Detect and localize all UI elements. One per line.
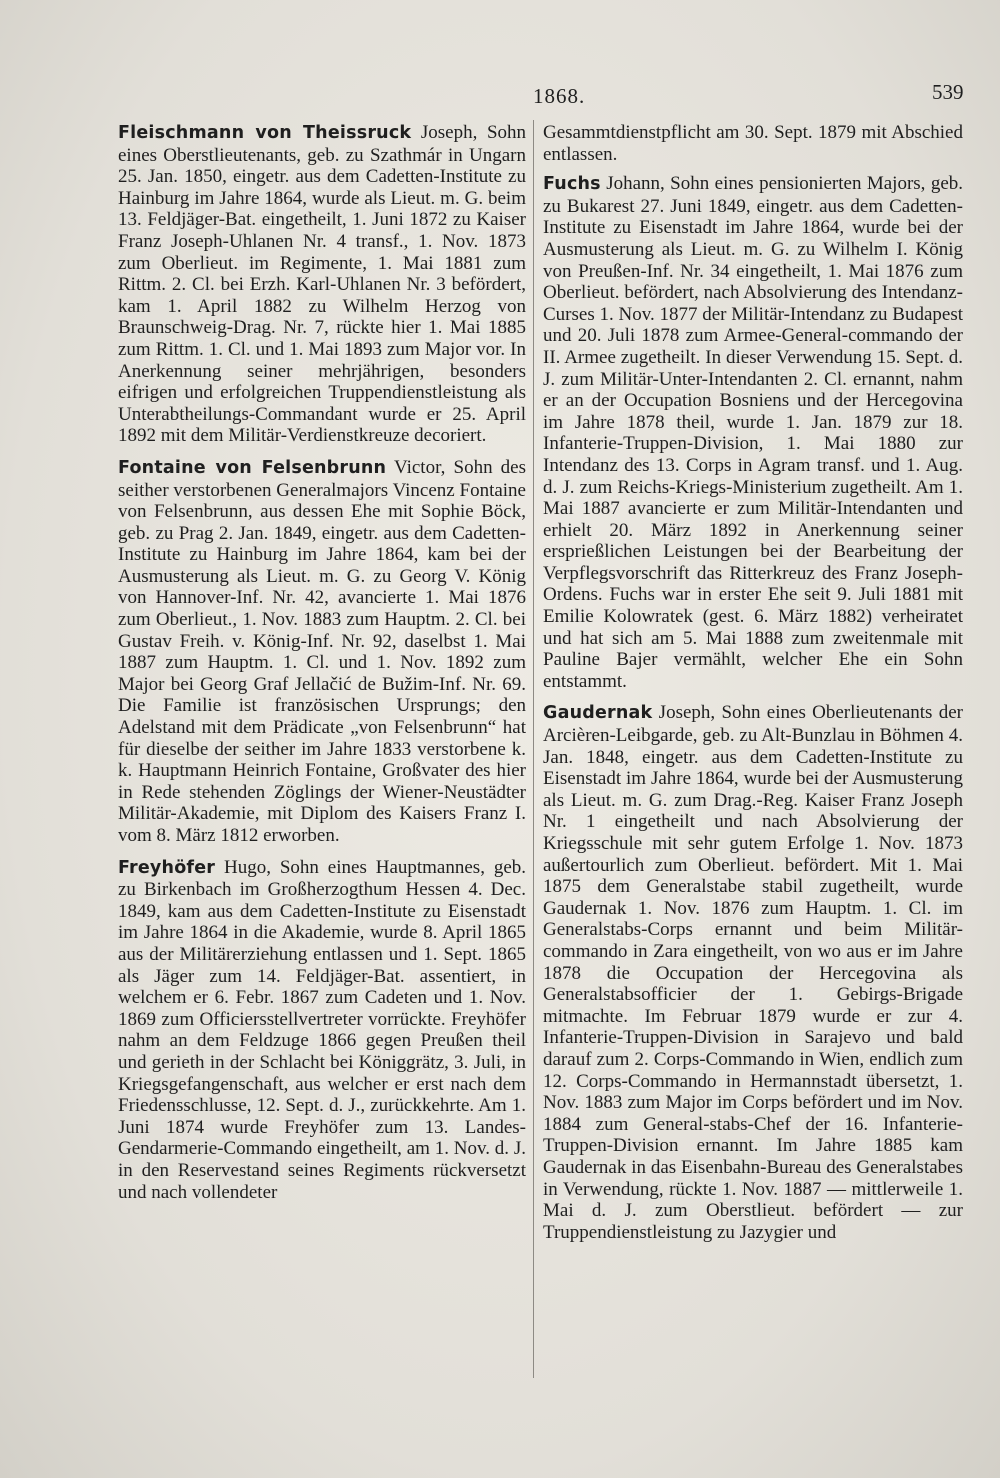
column-divider xyxy=(533,120,534,1378)
header-year: 1868. xyxy=(533,84,586,108)
entry-gaudernak xyxy=(543,702,963,1243)
continued-text: Gesammtdienstpflicht am 30. Sept. 1879 mit Abschied entlassen. xyxy=(543,122,963,165)
entry-name: Fontaine von Felsenbrunn xyxy=(118,457,387,478)
entry-text: Hugo, Sohn eines Hauptmannes, geb. zu Birkenbach im Großherzogthum Hessen 4. Dec. 1849, kam aus dem Cadetten-Institute zu Eisenstadt im Jahre 1864 in die Akademie, wurde 8. April 1865 aus der Militärerziehung entlassen und 1. Sept. 1865 als Jäger zum 14. Feldjäger-Bat. assentiert, in welchem er 6. Febr. 1867 zum Cadeten und 1. Nov. 1869 zum Officiersstellvertreter vorrückte. Freyhöfer nahm an dem Feldzuge 1866 gegen Preußen theil und gerieth in der Schlacht bei Königgrätz, 3. Juli, in Kriegsgefangenschaft, aus welcher er erst nach dem Friedensschlusse, 12. Sept. d. J., zurückkehrte. Am 1. Juni 1874 wurde Freyhöfer zum 13. Landes-Gendarmerie-Commando eingetheilt, am 1. Nov. d. J. in den Reservestand seines Regiments rückversetzt und nach vollendeter xyxy=(118,856,526,1203)
entry-text: Joseph, Sohn eines Oberstlieutenants, geb. zu Szathmár in Ungarn 25. Jan. 1850, eingetr. aus dem Cadetten-Institute zu Hainburg im Jahre 1864, wurde als Lieut. m. G. beim 13. Feldjäger-Bat. eingetheilt, 1. Juni 1872 zu Kaiser Franz Joseph-Uhlanen Nr. 4 transf., 1. Nov. 1873 zum Oberlieut. im Regimente, 1. Mai 1881 zum Rittm. 2. Cl. bei Erzh. Karl-Uhlanen Nr. 3 befördert, kam 1. April 1882 zu Wilhelm Herzog von Braunschweig-Drag. Nr. 7, rückte hier 1. Mai 1885 zum Rittm. 1. Cl. und 1. Mai 1893 zum Major vor. In Anerkennung seiner mehrjährigen, besonders eifrigen und erfolgreichen Truppendienstleistung als Unterabtheilungs-Commandant wurde er 25. April 1892 mit dem Militär-Verdienstkreuze decoriert. xyxy=(118,122,527,447)
entry-fuchs xyxy=(543,173,963,692)
entry-text: Joseph, Sohn eines Oberlieutenants der Arcièren-Leibgarde, geb. zu Alt-Bunzlau in Böhmen 4. Jan. 1848, eingetr. aus dem Cadetten-Institute zu Eisenstadt im Jahre 1864, wurde bei der Ausmusterung als Lieut. m. G. zum Drag.-Reg. Kaiser Franz Joseph Nr. 1 eingetheilt und nach Absolvierung der Kriegsschule mit sehr gutem Erfolge 1. Nov. 1873 außertourlich zum Oberlieut. befördert. Mit 1. Mai 1875 dem Generalstabe stabil zugetheilt, wurde Gaudernak 1. Nov. 1876 zum Hauptm. 1. Cl. im Generalstabs-Corps ernannt und beim Militär-commando in Zara eingetheilt, von wo aus er im Jahre 1878 die Occupation der Hercegovina als Generalstabsofficier der 1. Gebirgs-Brigade mitmachte. Im Februar 1879 wurde er zur 4. Infanterie-Truppen-Division in Sarajevo und bald darauf zum 2. Corps-Commando in Wien, endlich zum 12. Corps-Commando in Hermannstadt übersetzt, 1. Nov. 1883 zum Major im Corps befördert und im Nov. 1884 zum General-stabs-Chef der 16. Infanterie-Truppen-Division ernannt. Im Jahre 1885 kam Gaudernak in das Eisenbahn-Bureau des Generalstabes in Verwendung, rückte 1. Nov. 1887 — mittlerweile 1. Mai d. J. zum Oberstlieut. befördert — zur Truppendienstleistung zu Jazygier und xyxy=(543,702,963,1243)
page-number: 539 xyxy=(932,80,964,104)
entry-freyhoefer xyxy=(118,857,526,1204)
entry-name: Fuchs xyxy=(543,174,601,195)
entry-fontaine xyxy=(118,457,526,847)
entry-name: Fleischmann von Theissruck xyxy=(118,123,412,143)
entry-text: Johann, Sohn eines pensionierten Majors, geb. zu Bukarest 27. Juni 1849, eingetr. aus dem Cadetten-Institute zu Eisenstadt im Jahre 1864, wurde bei der Ausmusterung als Lieut. m. G. zu Wilhelm I. König von Preußen-Inf. Nr. 34 eingetheilt, 1. Mai 1876 zum Oberlieut. befördert, nach Absolvierung des Intendanz-Curses 1. Nov. 1877 der Militär-Intendanz zu Budapest und 20. Juli 1878 zum Armee-General-commando der II. Armee zugetheilt. In dieser Verwendung 15. Sept. d. J. zum Militär-Unter-Intendanten 2. Cl. ernannt, nahm er an der Occupation Bosniens und der Hercegovina im Jahre 1878 theil, wurde 1. Jan. 1879 zur 18. Infanterie-Truppen-Division, 1. Mai 1880 zur Intendanz des 13. Corps in Agram transf. und 1. Aug. d. J. zum Reichs-Kriegs-Ministerium zugetheilt. Am 1. Mai 1887 avancierte er zum Militär-Intendanten und erhielt 20. März 1892 in Anerkennung seiner ersprießlichen Leistungen bei der Bearbeitung der Verpflegsvorschrift das Ritterkreuz des Franz Joseph-Ordens. Fuchs war in erster Ehe seit 9. Juli 1881 mit Emilie Kolowratek (gest. 6. März 1882) verheiratet und hat sich am 5. Mai 1888 zum zweitenmale mit Pauline Bajer vermählt, welcher Ehe ein Sohn entstammt. xyxy=(543,173,963,692)
entry-name: Gaudernak xyxy=(543,703,653,724)
entry-fleischmann xyxy=(118,122,526,447)
page-header xyxy=(0,80,1000,114)
right-column xyxy=(543,122,963,1253)
entry-text: Victor, Sohn des seither verstorbenen Generalmajors Vincenz Fontaine von Felsenbrunn, aus dessen Ehe mit Sophie Böck, geb. zu Prag 2. Jan. 1849, eingetr. aus dem Cadetten-Institute zu Hainburg im Jahre 1864, kam bei der Ausmusterung als Lieut. m. G. zu Georg V. König von Hannover-Inf. Nr. 42, avancierte 1. Mai 1876 zum Oberlieut., 1. Nov. 1883 zum Hauptm. 2. Cl. bei Gustav Freih. v. König-Inf. Nr. 92, daselbst 1. Mai 1887 zum Hauptm. 1. Cl. und 1. Nov. 1892 zum Major bei Georg Graf Jellačić de Bužim-Inf. Nr. 69. Die Familie ist französischen Ursprungs; den Adelstand mit dem Prädicate „von Felsenbrunn“ hat für dieselbe der seither im Jahre 1833 verstorbene k. k. Hauptmann Heinrich Fontaine, Großvater des hier in Rede stehenden Zöglings der Wiener-Neustädter Militär-Akademie, mit Diplom des Kaisers Franz I. vom 8. März 1812 erworben. xyxy=(118,456,526,846)
entry-name: Freyhöfer xyxy=(118,857,216,878)
left-column xyxy=(118,122,526,1213)
